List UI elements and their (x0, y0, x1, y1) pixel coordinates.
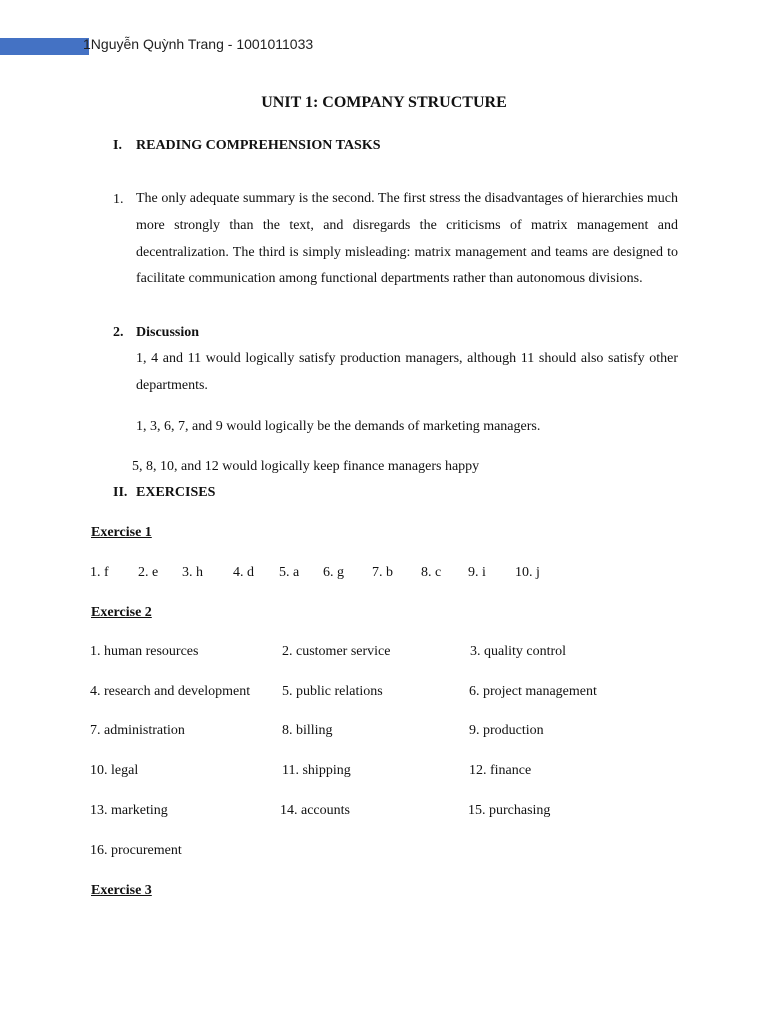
page-header (83, 36, 313, 52)
ex2-item-16: 16. procurement (90, 843, 182, 858)
section2-numeral: II. (113, 485, 128, 500)
ex2-item-10: 10. legal (90, 763, 139, 778)
page-title: UNIT 1: COMPANY STRUCTURE (261, 94, 507, 111)
discussion-paragraph-2: 1, 3, 6, 7, and 9 would logically be the demands of marketing managers. (136, 419, 541, 434)
ex2-item-7: 7. administration (90, 723, 185, 738)
ex1-answer-2: 2. e (138, 565, 159, 580)
ex2-item-13: 13. marketing (90, 803, 168, 818)
ex2-item-2: 2. customer service (282, 644, 391, 659)
section1-heading: READING COMPREHENSION TASKS (136, 138, 381, 153)
section2-heading: EXERCISES (136, 485, 216, 500)
ex1-answer-5: 5. a (279, 565, 300, 580)
page-number: 1 (83, 36, 91, 52)
item1-paragraph: The only adequate summary is the second. The first stress the disadvantages of hierarchies much more strongly than the text, and disregards the criticisms of matrix management and decentralization. The third is simply misleading: matrix management and teams are designed to facilitate communication among functional departments rather than autonomous divisions. (136, 191, 678, 287)
ex2-item-4: 4. research and development (90, 684, 251, 699)
ex2-item-1: 1. human resources (90, 644, 199, 659)
ex1-answer-10: 10. j (515, 565, 540, 580)
ex2-item-12: 12. finance (469, 763, 532, 778)
discussion-paragraph-3: 5, 8, 10, and 12 would logically keep finance managers happy (132, 459, 480, 474)
exercise2-heading: Exercise 2 (91, 605, 152, 620)
exercise1-heading: Exercise 1 (91, 525, 152, 540)
item2-number: 2. (113, 325, 124, 340)
ex2-item-3: 3. quality control (470, 644, 567, 659)
ex2-item-5: 5. public relations (282, 684, 383, 699)
ex1-answer-3: 3. h (182, 565, 203, 580)
item1-number: 1. (113, 192, 124, 207)
ex1-answer-1: 1. f (90, 565, 109, 580)
ex1-answer-7: 7. b (372, 565, 393, 580)
ex2-item-9: 9. production (469, 723, 544, 738)
author-line: Nguyễn Quỳnh Trang - 1001011033 (90, 36, 314, 52)
ex1-answer-9: 9. i (468, 565, 486, 580)
ex2-item-6: 6. project management (469, 684, 597, 699)
ex1-answer-8: 8. c (421, 565, 442, 580)
ex2-item-8: 8. billing (282, 723, 333, 738)
ex1-answer-4: 4. d (233, 565, 254, 580)
ex2-item-11: 11. shipping (282, 763, 351, 778)
exercise3-heading: Exercise 3 (91, 883, 152, 898)
ex2-item-15: 15. purchasing (468, 803, 551, 818)
section1-numeral: I. (113, 138, 122, 153)
header-accent-bar (0, 38, 89, 55)
ex1-answer-6: 6. g (323, 565, 344, 580)
discussion-paragraph-1: 1, 4 and 11 would logically satisfy production managers, although 11 should also satisfy other departments. (136, 351, 678, 393)
ex2-item-14: 14. accounts (280, 803, 350, 818)
discussion-heading: Discussion (136, 325, 200, 340)
